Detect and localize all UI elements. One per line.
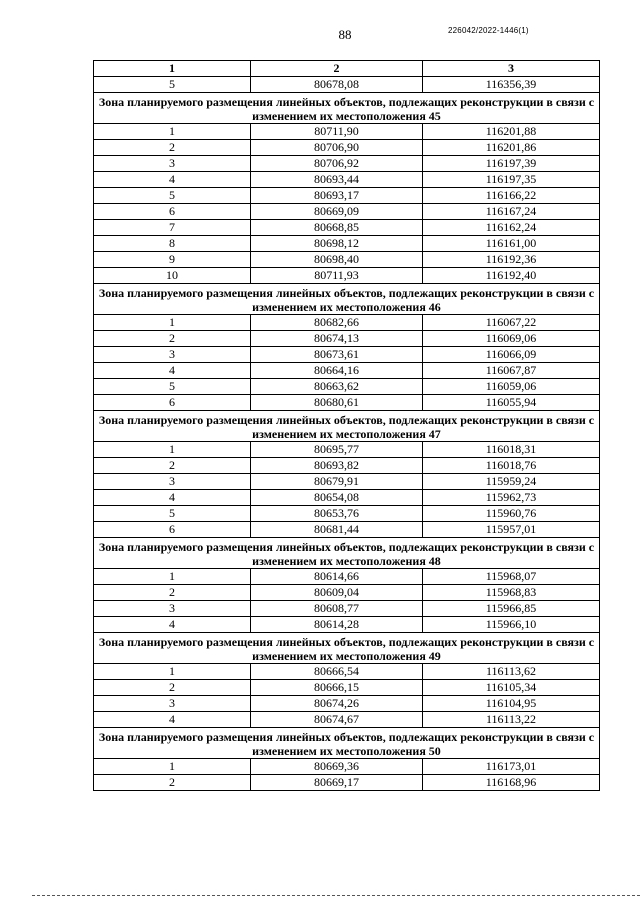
table-row xyxy=(94,442,600,458)
point-number-cell: 1 xyxy=(94,124,251,140)
column-header: 2 xyxy=(251,61,423,77)
table-row xyxy=(94,204,600,220)
y-coordinate-cell: 116066,09 xyxy=(423,347,600,363)
table-row xyxy=(94,696,600,712)
y-coordinate-cell: 115960,76 xyxy=(423,506,600,522)
point-number-cell: 6 xyxy=(94,395,251,411)
y-coordinate-cell: 116018,31 xyxy=(423,442,600,458)
point-number-cell: 1 xyxy=(94,759,251,775)
document-code: 226042/2022-1446(1) xyxy=(448,26,529,35)
y-coordinate-cell: 116201,88 xyxy=(423,124,600,140)
x-coordinate-cell: 80664,16 xyxy=(251,363,423,379)
y-coordinate-cell: 115966,10 xyxy=(423,617,600,633)
point-number-cell: 6 xyxy=(94,522,251,538)
zone-title-row xyxy=(94,93,600,124)
table-row xyxy=(94,474,600,490)
x-coordinate-cell: 80695,77 xyxy=(251,442,423,458)
table-row xyxy=(94,712,600,728)
point-number-cell: 1 xyxy=(94,315,251,331)
x-coordinate-cell: 80711,90 xyxy=(251,124,423,140)
point-number-cell: 1 xyxy=(94,664,251,680)
table-row xyxy=(94,347,600,363)
x-coordinate-cell: 80669,09 xyxy=(251,204,423,220)
y-coordinate-cell: 116113,22 xyxy=(423,712,600,728)
x-coordinate-cell: 80698,40 xyxy=(251,252,423,268)
point-number-cell: 3 xyxy=(94,474,251,490)
x-coordinate-cell: 80668,85 xyxy=(251,220,423,236)
point-number-cell: 2 xyxy=(94,331,251,347)
table-row xyxy=(94,77,600,93)
x-coordinate-cell: 80698,12 xyxy=(251,236,423,252)
table-row xyxy=(94,617,600,633)
zone-title-row xyxy=(94,411,600,442)
y-coordinate-cell: 116105,34 xyxy=(423,680,600,696)
point-number-cell: 8 xyxy=(94,236,251,252)
table-row xyxy=(94,506,600,522)
y-coordinate-cell: 115968,07 xyxy=(423,569,600,585)
y-coordinate-cell: 115957,01 xyxy=(423,522,600,538)
x-coordinate-cell: 80674,26 xyxy=(251,696,423,712)
coordinates-table-body xyxy=(94,61,600,791)
y-coordinate-cell: 115968,83 xyxy=(423,585,600,601)
table-row xyxy=(94,569,600,585)
table-row xyxy=(94,268,600,284)
zone-title: Зона планируемого размещения линейных объектов, подлежащих реконструкции в связи с изменением их местоположения 48 xyxy=(94,538,600,569)
page-number: 88 xyxy=(338,27,352,42)
point-number-cell: 4 xyxy=(94,363,251,379)
y-coordinate-cell: 116197,39 xyxy=(423,156,600,172)
table-row xyxy=(94,759,600,775)
table-row xyxy=(94,379,600,395)
y-coordinate-cell: 116113,62 xyxy=(423,664,600,680)
table-row xyxy=(94,775,600,791)
zone-title-row xyxy=(94,728,600,759)
y-coordinate-cell: 116162,24 xyxy=(423,220,600,236)
point-number-cell: 7 xyxy=(94,220,251,236)
zone-title: Зона планируемого размещения линейных объектов, подлежащих реконструкции в связи с изменением их местоположения 49 xyxy=(94,633,600,664)
point-number-cell: 3 xyxy=(94,601,251,617)
table-row xyxy=(94,522,600,538)
x-coordinate-cell: 80693,17 xyxy=(251,188,423,204)
point-number-cell: 2 xyxy=(94,775,251,791)
x-coordinate-cell: 80669,17 xyxy=(251,775,423,791)
point-number-cell: 2 xyxy=(94,458,251,474)
y-coordinate-cell: 116173,01 xyxy=(423,759,600,775)
y-coordinate-cell: 116018,76 xyxy=(423,458,600,474)
y-coordinate-cell: 116166,22 xyxy=(423,188,600,204)
table-row xyxy=(94,188,600,204)
y-coordinate-cell: 116192,40 xyxy=(423,268,600,284)
y-coordinate-cell: 116104,95 xyxy=(423,696,600,712)
point-number-cell: 9 xyxy=(94,252,251,268)
point-number-cell: 2 xyxy=(94,140,251,156)
x-coordinate-cell: 80673,61 xyxy=(251,347,423,363)
point-number-cell: 4 xyxy=(94,617,251,633)
column-header: 3 xyxy=(423,61,600,77)
zone-title: Зона планируемого размещения линейных объектов, подлежащих реконструкции в связи с изменением их местоположения 45 xyxy=(94,93,600,124)
x-coordinate-cell: 80706,90 xyxy=(251,140,423,156)
table-row xyxy=(94,140,600,156)
y-coordinate-cell: 116201,86 xyxy=(423,140,600,156)
table-header-row xyxy=(94,61,600,77)
point-number-cell: 3 xyxy=(94,347,251,363)
x-coordinate-cell: 80711,93 xyxy=(251,268,423,284)
footer-rule xyxy=(32,895,640,896)
x-coordinate-cell: 80706,92 xyxy=(251,156,423,172)
x-coordinate-cell: 80674,67 xyxy=(251,712,423,728)
table-row xyxy=(94,601,600,617)
point-number-cell: 2 xyxy=(94,680,251,696)
y-coordinate-cell: 116197,35 xyxy=(423,172,600,188)
x-coordinate-cell: 80614,28 xyxy=(251,617,423,633)
zone-title-row xyxy=(94,633,600,664)
x-coordinate-cell: 80654,08 xyxy=(251,490,423,506)
table-row xyxy=(94,680,600,696)
y-coordinate-cell: 116192,36 xyxy=(423,252,600,268)
point-number-cell: 5 xyxy=(94,77,251,93)
y-coordinate-cell: 116161,00 xyxy=(423,236,600,252)
table-row xyxy=(94,664,600,680)
y-coordinate-cell: 116059,06 xyxy=(423,379,600,395)
x-coordinate-cell: 80614,66 xyxy=(251,569,423,585)
table-row xyxy=(94,220,600,236)
point-number-cell: 2 xyxy=(94,585,251,601)
point-number-cell: 4 xyxy=(94,712,251,728)
point-number-cell: 1 xyxy=(94,569,251,585)
x-coordinate-cell: 80680,61 xyxy=(251,395,423,411)
table-row xyxy=(94,124,600,140)
x-coordinate-cell: 80681,44 xyxy=(251,522,423,538)
x-coordinate-cell: 80693,82 xyxy=(251,458,423,474)
zone-title-row xyxy=(94,284,600,315)
x-coordinate-cell: 80679,91 xyxy=(251,474,423,490)
x-coordinate-cell: 80674,13 xyxy=(251,331,423,347)
y-coordinate-cell: 115966,85 xyxy=(423,601,600,617)
point-number-cell: 3 xyxy=(94,696,251,712)
table-row xyxy=(94,252,600,268)
point-number-cell: 4 xyxy=(94,172,251,188)
x-coordinate-cell: 80666,54 xyxy=(251,664,423,680)
point-number-cell: 3 xyxy=(94,156,251,172)
x-coordinate-cell: 80669,36 xyxy=(251,759,423,775)
point-number-cell: 4 xyxy=(94,490,251,506)
point-number-cell: 1 xyxy=(94,442,251,458)
zone-title: Зона планируемого размещения линейных объектов, подлежащих реконструкции в связи с изменением их местоположения 47 xyxy=(94,411,600,442)
x-coordinate-cell: 80666,15 xyxy=(251,680,423,696)
y-coordinate-cell: 115959,24 xyxy=(423,474,600,490)
y-coordinate-cell: 115962,73 xyxy=(423,490,600,506)
point-number-cell: 10 xyxy=(94,268,251,284)
table-row xyxy=(94,395,600,411)
point-number-cell: 5 xyxy=(94,506,251,522)
y-coordinate-cell: 116055,94 xyxy=(423,395,600,411)
zone-title-row xyxy=(94,538,600,569)
column-header: 1 xyxy=(94,61,251,77)
coordinates-table xyxy=(93,60,600,791)
y-coordinate-cell: 116168,96 xyxy=(423,775,600,791)
y-coordinate-cell: 116069,06 xyxy=(423,331,600,347)
y-coordinate-cell: 116356,39 xyxy=(423,77,600,93)
x-coordinate-cell: 80608,77 xyxy=(251,601,423,617)
table-row xyxy=(94,331,600,347)
zone-title: Зона планируемого размещения линейных объектов, подлежащих реконструкции в связи с изменением их местоположения 46 xyxy=(94,284,600,315)
table-row xyxy=(94,315,600,331)
table-row xyxy=(94,585,600,601)
x-coordinate-cell: 80682,66 xyxy=(251,315,423,331)
point-number-cell: 6 xyxy=(94,204,251,220)
x-coordinate-cell: 80653,76 xyxy=(251,506,423,522)
table-row xyxy=(94,490,600,506)
table-row xyxy=(94,236,600,252)
y-coordinate-cell: 116167,24 xyxy=(423,204,600,220)
table-row xyxy=(94,458,600,474)
y-coordinate-cell: 116067,87 xyxy=(423,363,600,379)
table-row xyxy=(94,363,600,379)
zone-title: Зона планируемого размещения линейных объектов, подлежащих реконструкции в связи с изменением их местоположения 50 xyxy=(94,728,600,759)
table-row xyxy=(94,172,600,188)
x-coordinate-cell: 80609,04 xyxy=(251,585,423,601)
y-coordinate-cell: 116067,22 xyxy=(423,315,600,331)
table-row xyxy=(94,156,600,172)
point-number-cell: 5 xyxy=(94,188,251,204)
x-coordinate-cell: 80693,44 xyxy=(251,172,423,188)
point-number-cell: 5 xyxy=(94,379,251,395)
x-coordinate-cell: 80663,62 xyxy=(251,379,423,395)
x-coordinate-cell: 80678,08 xyxy=(251,77,423,93)
